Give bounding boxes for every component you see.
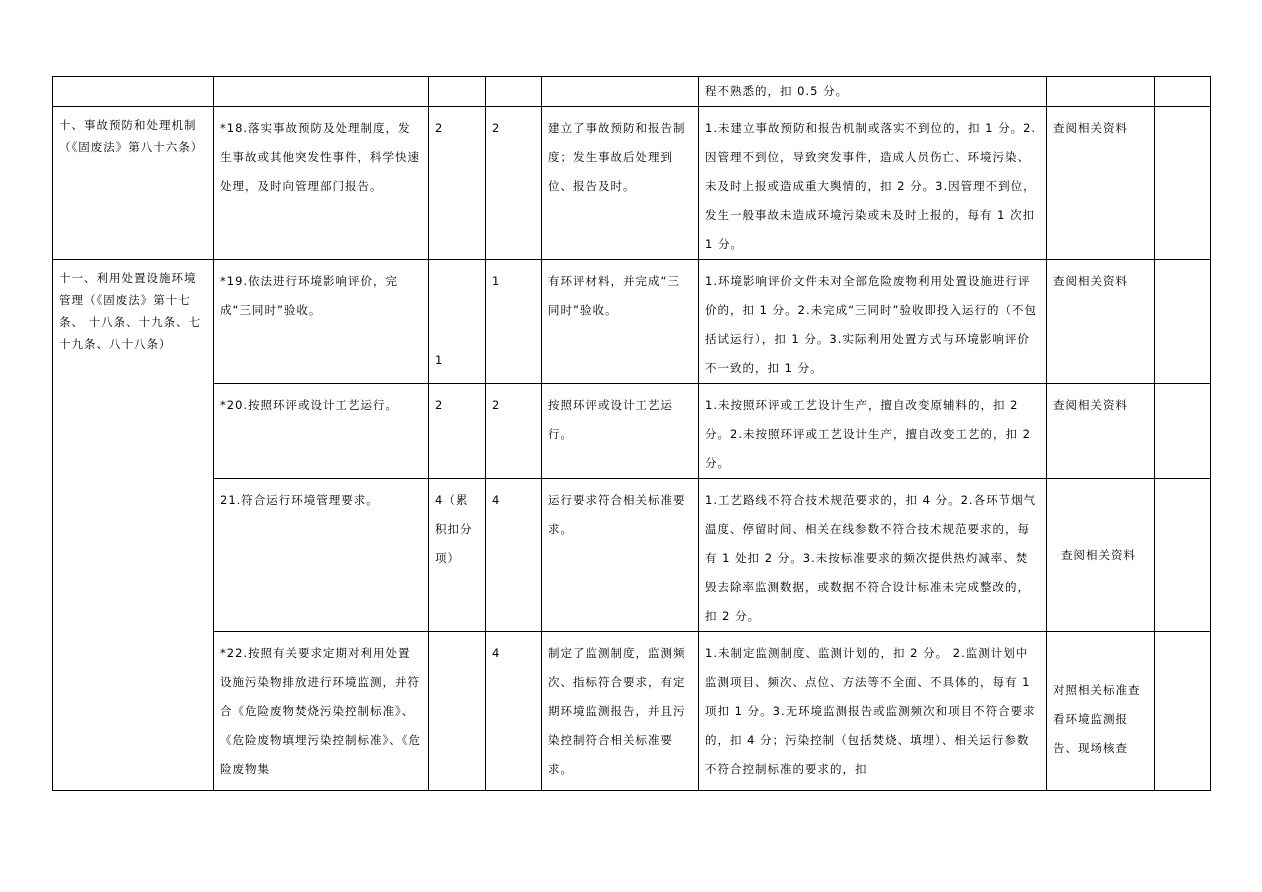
method-cell [1047, 77, 1155, 107]
section-cell: 十一、利用处置设施环境管理（《固废法》第十七条、 十八条、十九条、七十九条、八十八条） [53, 260, 214, 791]
table-row [53, 632, 1211, 791]
method-cell: 查阅相关资料 [1047, 260, 1155, 384]
standard-cell: 有环评材料，并完成“三同时”验收。 [542, 260, 699, 384]
note-cell [1155, 384, 1211, 479]
item-cell: *20.按照环评或设计工艺运行。 [214, 384, 429, 479]
deduct-cell: 2 [486, 384, 542, 479]
deduct-cell: 2 [486, 107, 542, 260]
table-row [53, 260, 1211, 384]
section-cell [53, 77, 214, 107]
deduct-cell: 4 [486, 632, 542, 791]
criteria-cell: 1.环境影响评价文件未对全部危险废物利用处置设施进行评价的，扣 1 分。2.未完成“三同时”验收即投入运行的（不包括试运行），扣 1 分。3.实际利用处置方式与环境影响评价不一致的，扣 1 分。 [699, 260, 1047, 384]
score-cell: 4（累积扣分项） [429, 479, 486, 632]
table-row [53, 77, 1211, 107]
criteria-cell: 程不熟悉的，扣 0.5 分。 [699, 77, 1047, 107]
item-cell: *22.按照有关要求定期对利用处置设施污染物排放进行环境监测，并符合《危险废物焚烧污染控制标准》、《危险废物填埋污染控制标准》、《危险废物集 [214, 632, 429, 791]
score-cell: 2 [429, 384, 486, 479]
note-cell [1155, 77, 1211, 107]
standard-cell: 按照环评或设计工艺运行。 [542, 384, 699, 479]
deduct-cell: 1 [486, 260, 542, 384]
note-cell [1155, 479, 1211, 632]
score-cell: 2 [429, 107, 486, 260]
assessment-table [52, 76, 1211, 791]
note-cell [1155, 107, 1211, 260]
score-cell [429, 632, 486, 791]
method-cell: 查阅相关资料 [1047, 107, 1155, 260]
item-cell: *19.依法进行环境影响评价，完成“三同时”验收。 [214, 260, 429, 384]
method-cell: 查阅相关资料 [1047, 384, 1155, 479]
criteria-cell: 1.未按照环评或工艺设计生产，擅自改变原辅料的，扣 2 分。2.未按照环评或工艺设计生产，擅自改变工艺的，扣 2 分。 [699, 384, 1047, 479]
standard-cell: 制定了监测制度，监测频次、指标符合要求，有定期环境监测报告，并且污染控制符合相关标准要求。 [542, 632, 699, 791]
criteria-cell: 1.工艺路线不符合技术规范要求的，扣 4 分。2.各环节烟气温度、停留时间、相关在线参数不符合技术规范要求的，每有 1 处扣 2 分。3.未按标准要求的频次提供热灼减率、焚毁去除率监测数据，或数据不符合设计标准未完成整改的，扣 2 分。 [699, 479, 1047, 632]
score-cell [429, 77, 486, 107]
note-cell [1155, 632, 1211, 791]
standard-cell: 建立了事故预防和报告制度；发生事故后处理到位、报告及时。 [542, 107, 699, 260]
standard-cell: 运行要求符合相关标准要求。 [542, 479, 699, 632]
table-row [53, 384, 1211, 479]
item-cell: 21.符合运行环境管理要求。 [214, 479, 429, 632]
criteria-cell: 1.未制定监测制度、监测计划的，扣 2 分。 2.监测计划中监测项目、频次、点位、方法等不全面、不具体的，每有 1 项扣 1 分。3.无环境监测报告或监测频次和项目不符合要求的，扣 4 分；污染控制（包括焚烧、填埋）、相关运行参数不符合控制标准的要求的，扣 [699, 632, 1047, 791]
note-cell [1155, 260, 1211, 384]
section-cell: 十、事故预防和处理机制 （《固废法》第八十六条） [53, 107, 214, 260]
table-row [53, 479, 1211, 632]
item-cell [214, 77, 429, 107]
item-cell: *18.落实事故预防及处理制度，发生事故或其他突发性事件，科学快速处理，及时向管理部门报告。 [214, 107, 429, 260]
method-cell: 对照相关标准查看环境监测报告、现场核查 [1047, 632, 1155, 791]
standard-cell [542, 77, 699, 107]
deduct-cell [486, 77, 542, 107]
criteria-cell: 1.未建立事故预防和报告机制或落实不到位的，扣 1 分。2.因管理不到位，导致突发事件，造成人员伤亡、环境污染、未及时上报或造成重大舆情的，扣 2 分。3.因管理不到位，发生一般事故未造成环境污染或未及时上报的，每有 1 次扣 1 分。 [699, 107, 1047, 260]
method-cell: 查阅相关资料 [1047, 479, 1155, 632]
table-row [53, 107, 1211, 260]
score-cell: 1 [429, 260, 486, 384]
deduct-cell: 4 [486, 479, 542, 632]
